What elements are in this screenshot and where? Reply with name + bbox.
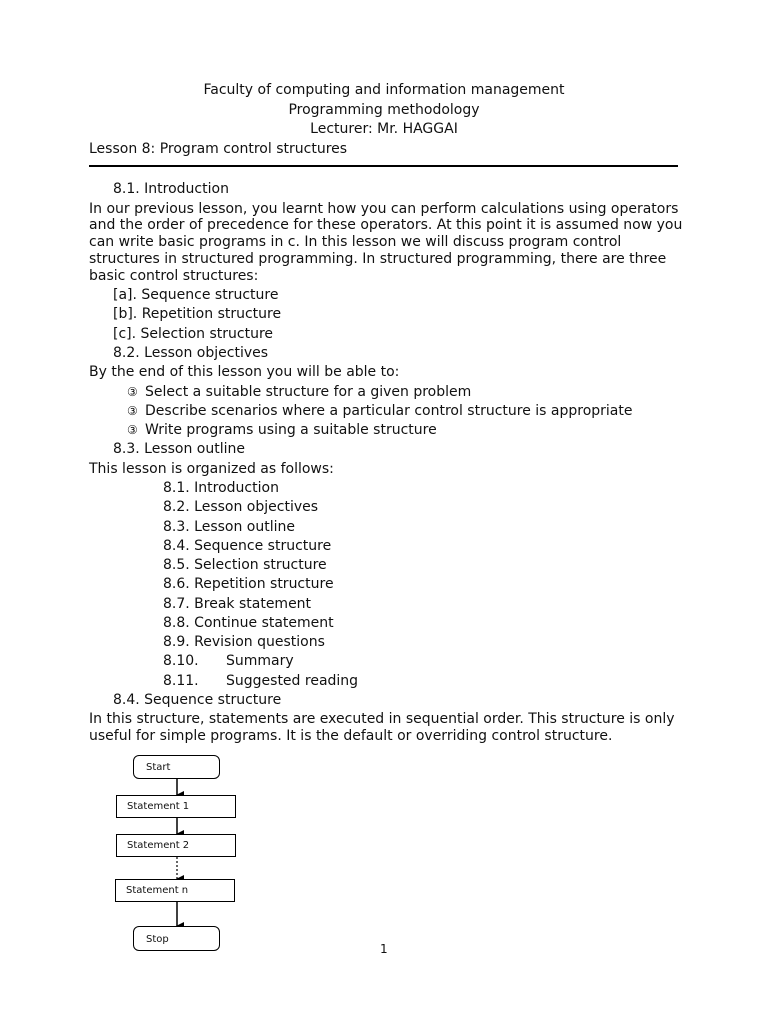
list-item: [a]. Sequence structure [113, 287, 279, 303]
outline-item-number: 8.11. [163, 673, 199, 689]
paragraph-line: In this structure, statements are executed in sequential order. This structure is only [89, 711, 675, 727]
paragraph-line: useful for simple programs. It is the default or overriding control structure. [89, 728, 613, 744]
section-heading: 8.4. Sequence structure [113, 692, 282, 708]
paragraph-line: structures in structured programming. In structured programming, there are three [89, 251, 667, 267]
outline-item: 8.3. Lesson outline [163, 519, 296, 535]
course-title: Programming methodology [288, 102, 480, 118]
statement-1-node: Statement 1 [116, 795, 236, 818]
paragraph-line: In our previous lesson, you learnt how you can perform calculations using operators [89, 201, 679, 217]
statement-2-node: Statement 2 [116, 834, 236, 857]
bullet-icon: ③ [127, 385, 138, 399]
objective-item: Select a suitable structure for a given problem [145, 384, 472, 400]
outline-item: 8.6. Repetition structure [163, 576, 334, 592]
outline-item-label: Suggested reading [226, 673, 359, 689]
page-number: 1 [380, 942, 388, 956]
list-item: [b]. Repetition structure [113, 306, 282, 322]
outline-item: 8.4. Sequence structure [163, 538, 332, 554]
outline-item: 8.7. Break statement [163, 596, 312, 612]
objective-item: Write programs using a suitable structure [145, 422, 437, 438]
paragraph-line: and the order of precedence for these operators. At this point it is assumed now you [89, 217, 683, 233]
lecturer: Lecturer: Mr. HAGGAI [310, 121, 458, 137]
stop-node: Stop [133, 926, 220, 951]
outline-item: 8.8. Continue statement [163, 615, 334, 631]
paragraph-line: basic control structures: [89, 268, 259, 284]
start-node: Start [133, 755, 220, 779]
outline-item: 8.1. Introduction [163, 480, 279, 496]
objective-item: Describe scenarios where a particular control structure is appropriate [145, 403, 633, 419]
bullet-icon: ③ [127, 423, 138, 437]
statement-n-node: Statement n [115, 879, 235, 902]
outline-item-number: 8.10. [163, 653, 199, 669]
paragraph-line: can write basic programs in c. In this lesson we will discuss program control [89, 234, 622, 250]
outline-item: 8.2. Lesson objectives [163, 499, 319, 515]
faculty-title: Faculty of computing and information management [203, 82, 565, 98]
bullet-icon: ③ [127, 404, 138, 418]
section-heading: 8.3. Lesson outline [113, 441, 246, 457]
list-item: [c]. Selection structure [113, 326, 274, 342]
section-heading: 8.2. Lesson objectives [113, 345, 269, 361]
paragraph-line: By the end of this lesson you will be able to: [89, 364, 400, 380]
outline-item: 8.5. Selection structure [163, 557, 327, 573]
outline-item-label: Summary [226, 653, 294, 669]
outline-item: 8.9. Revision questions [163, 634, 325, 650]
lesson-title: Lesson 8: Program control structures [89, 141, 348, 157]
paragraph-line: This lesson is organized as follows: [89, 461, 334, 477]
section-heading: 8.1. Introduction [113, 181, 229, 197]
